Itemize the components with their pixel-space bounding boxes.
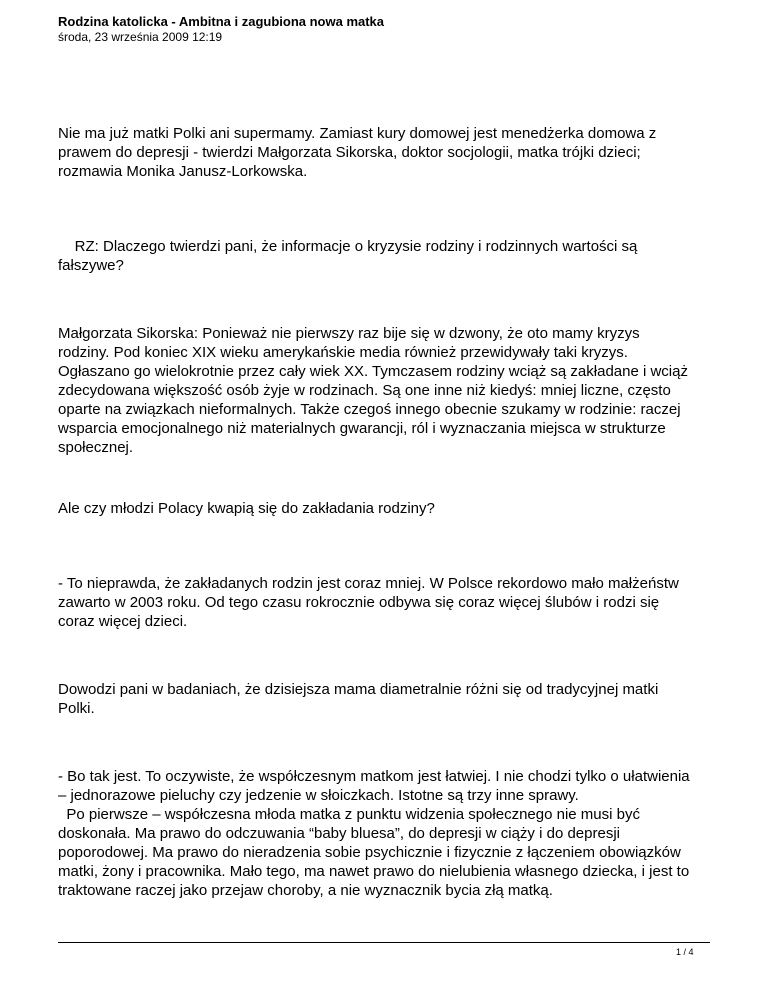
question-paragraph: Dowodzi pani w badaniach, że dzisiejsza mama diametralnie różni się od tradycyjnej matki Polki.	[58, 681, 659, 717]
footer-divider	[58, 942, 710, 943]
article-date: środa, 23 września 2009 12:19	[58, 30, 223, 44]
answer-paragraph: - Bo tak jest. To oczywiste, że współczesnym matkom jest łatwiej. I nie chodzi tylko o ułatwienia – jednorazowe pieluchy czy jedzenie w słoiczkach. Istotne są trzy inne sprawy. Po pierwsze – współczesna młoda matka z punktu widzenia społecznego nie musi być doskonała. Ma prawo do odczuwania “baby bluesa”, do depresji w ciąży i do depresji poporodowej. Ma prawo do nieradzenia sobie psychicznie i fizycznie z łączeniem obowiązków matki, żony i pracownika. Mało tego, ma nawet prawo do nielubienia własnego dziecka, i jest to traktowane raczej jako przejaw choroby, a nie wyznacznik bycia złą matką.	[58, 768, 690, 899]
page-number: 1 / 4	[676, 947, 694, 957]
answer-paragraph: - To nieprawda, że zakładanych rodzin jest coraz mniej. W Polsce rekordowo mało małżeństw zawarto w 2003 roku. Od tego czasu rokrocznie odbywa się coraz więcej ślubów i rodzi się coraz więcej dzieci.	[58, 575, 679, 630]
question-paragraph: Ale czy młodzi Polacy kwapią się do zakładania rodziny?	[58, 500, 435, 517]
article-title: Rodzina katolicka - Ambitna i zagubiona nowa matka	[58, 14, 385, 29]
question-paragraph: RZ: Dlaczego twierdzi pani, że informacje o kryzysie rodziny i rodzinnych wartości są fałszywe?	[58, 238, 638, 274]
answer-paragraph: Małgorzata Sikorska: Ponieważ nie pierwszy raz bije się w dzwony, że oto mamy kryzys rodziny. Pod koniec XIX wieku amerykańskie media również przewidywały taki kryzys. Ogłaszano go wielokrotnie przez cały wiek XX. Tymczasem rodziny wciąż są zakładane i wciąż zdecydowana większość osób żyje w rodzinach. Są one inne niż kiedyś: mniej liczne, często oparte na związkach nieformalnych. Także czegoś innego obecnie szukamy w rodzinie: raczej wsparcia emocjonalnego niż materialnych gwarancji, ról i wyznaczania miejsca w strukturze społecznej.	[58, 325, 688, 456]
document-header	[58, 14, 384, 45]
intro-paragraph: Nie ma już matki Polki ani supermamy. Zamiast kury domowej jest menedżerka domowa z prawem do depresji - twierdzi Małgorzata Sikorska, doktor socjologii, matka trójki dzieci; rozmawia Monika Janusz-Lorkowska.	[58, 125, 657, 180]
